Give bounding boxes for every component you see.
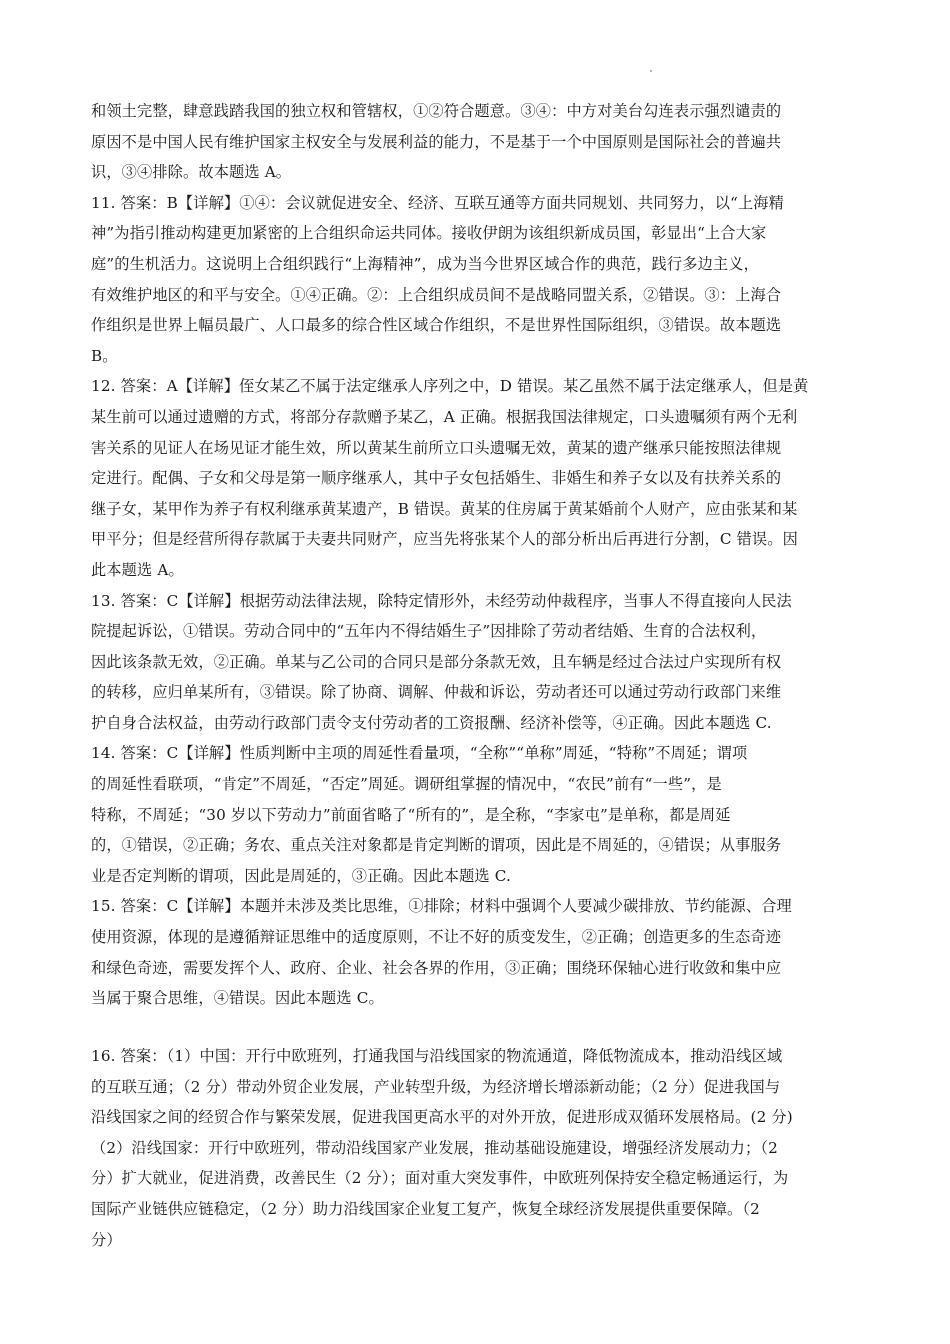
text-line: 的转移，应归单某所有，③错误。除了协商、调解、仲裁和诉讼，劳动者还可以通过劳动行政部门来维 — [91, 683, 782, 702]
text-line: 神”为指引推动构建更加紧密的上合组织命运共同体。接收伊朗为该组织新成员国，彰显出“上合大家 — [91, 224, 767, 243]
text-line: 继子女，某甲作为养子有权利继承黄某遗产，B 错误。黄某的住房属于黄某婚前个人财产，应由张某和某 — [91, 499, 798, 518]
text-line: 15. 答案：C【详解】本题并未涉及类比思维，①排除；材料中强调个人要减少碳排放、节约能源、合理 — [91, 897, 792, 916]
text-line: 当属于聚合思维，④错误。因此本题选 C。 — [91, 989, 384, 1008]
text-line: 害关系的见证人在场见证才能生效，所以黄某生前所立口头遗嘱无效，黄某的遗产继承只能按照法律规 — [91, 438, 782, 457]
text-line: 13. 答案：C【详解】根据劳动法律法规，除特定情形外，未经劳动仲裁程序，当事人不得直接向人民法 — [91, 591, 792, 610]
text-line: 定进行。配偶、子女和父母是第一顺序继承人，其中子女包括婚生、非婚生和养子女以及有扶养关系的 — [91, 469, 782, 488]
text-line: 分） — [91, 1230, 122, 1249]
text-line: 庭”的生机活力。这说明上合组织践行“上海精神”，成为当今世界区域合作的典范，践行多边主义， — [91, 254, 759, 273]
scan-dot — [650, 70, 652, 72]
text-line: 有效维护地区的和平与安全。①④正确。②：上合组织成员间不是战略同盟关系，②错误。③：上海合 — [91, 285, 782, 304]
text-line: 的周延性看联项，“肯定”不周延，“否定”周延。调研组掌握的情况中，“农民”前有“一些”，是 — [91, 775, 722, 794]
text-line: 业是否定判断的谓项，因此是周延的，③正确。因此本题选 C. — [91, 866, 511, 885]
text-line: 沿线国家之间的经贸合作与繁荣发展，促进我国更高水平的对外开放，促进形成双循环发展格局。(2 分) — [91, 1108, 793, 1127]
text-line: 11. 答案：B【详解】①④：会议就促进安全、经济、互联互通等方面共同规划、共同努力，以“上海精 — [91, 193, 784, 212]
text-line: 16. 答案：（1）中国：开行中欧班列，打通我国与沿线国家的物流通道，降低物流成本，推动沿线区域 — [91, 1047, 783, 1065]
answer-text-block — [91, 96, 863, 1014]
text-line: 院提起诉讼，①错误。劳动合同中的“五年内不得结婚生子”因排除了劳动者结婚、生育的合法权利， — [91, 622, 767, 641]
text-line: 的互联互通；（2 分）带动外贸企业发展，产业转型升级，为经济增长增添新动能；（2 分）促进我国与 — [91, 1077, 781, 1096]
text-line: 此本题选 A。 — [91, 560, 184, 579]
text-line: 护自身合法权益，由劳动行政部门责令支付劳动者的工资报酬、经济补偿等，④正确。因此本题选 C. — [91, 713, 772, 732]
text-line: 某生前可以通过遗赠的方式，将部分存款赠予某乙，A 正确。根据我国法律规定，口头遗嘱须有两个无利 — [91, 407, 798, 426]
text-line: 特称，不周延；“30 岁以下劳动力”前面省略了“所有的”，是全称，“李家屯”是单称，都是周延 — [91, 805, 731, 824]
text-line: B。 — [91, 346, 118, 365]
text-line: 和领土完整，肆意践踏我国的独立权和管辖权，①②符合题意。③④：中方对美台勾连表示强烈谴责的 — [91, 102, 782, 120]
text-line: 国际产业链供应链稳定，（2 分）助力沿线国家企业复工复产，恢复全球经济发展提供重要保障。（2 — [91, 1199, 760, 1218]
question-16-answer-block — [91, 1041, 863, 1255]
text-line: 分）扩大就业，促进消费，改善民生（2 分）；面对重大突发事件，中欧班列保持安全稳定畅通运行，为 — [91, 1169, 789, 1188]
text-line: 的，①错误，②正确；务农、重点关注对象都是肯定判断的谓项，因此是不周延的，④错误；从事服务 — [91, 836, 782, 855]
text-line: 因此该条款无效，②正确。单某与乙公司的合同只是部分条款无效，且车辆是经过合法过户实现所有权 — [91, 652, 782, 671]
text-line: 和绿色奇迹，需要发挥个人、政府、企业、社会各界的作用，③正确；围绕环保轴心进行收敛和集中应 — [91, 958, 782, 977]
text-line: 识，③④排除。故本题选 A。 — [91, 163, 292, 182]
text-line: 使用资源，体现的是遵循辩证思维中的适度原则，不让不好的质变发生，②正确；创造更多的生态奇迹 — [91, 928, 782, 947]
text-line: 原因不是中国人民有维护国家主权安全与发展利益的能力，不是基于一个中国原则是国际社会的普遍共 — [91, 132, 782, 151]
text-line: 作组织是世界上幅员最广、人口最多的综合性区域合作组织，不是世界性国际组织，③错误。故本题选 — [91, 316, 782, 335]
text-line: （2）沿线国家：开行中欧班列，带动沿线国家产业发展，推动基础设施建设，增强经济发展动力；（2 — [91, 1138, 778, 1157]
text-line: 甲平分；但是经营所得存款属于夫妻共同财产，应当先将张某个人的部分析出后再进行分割，C 错误。因 — [91, 530, 798, 549]
text-line: 12. 答案：A【详解】侄女某乙不属于法定继承人序列之中，D 错误。某乙虽然不属于法定继承人，但是黄 — [91, 377, 809, 396]
text-line: 14. 答案：C【详解】性质判断中主项的周延性看量项，“全称”“单称”周延，“特称”不周延；谓项 — [91, 744, 748, 763]
